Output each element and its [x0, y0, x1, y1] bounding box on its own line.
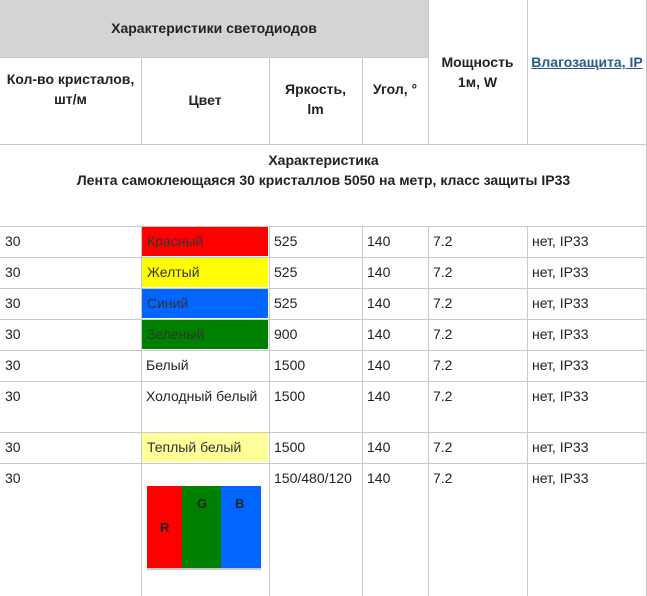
cell-ip: нет, IP33	[532, 470, 589, 486]
cell-ip: нет, IP33	[532, 357, 589, 373]
grid-hline	[0, 319, 647, 320]
cell-angle: 140	[367, 326, 391, 342]
ip-link[interactable]: Влагозащита, IP	[531, 54, 643, 70]
grid-vline	[527, 0, 528, 144]
grid-vline	[428, 0, 429, 144]
color-swatch-cell: Красный	[142, 227, 268, 256]
cell-brightness: 525	[274, 295, 298, 311]
cell-crystals: 30	[5, 388, 21, 404]
cell-angle: 140	[367, 357, 391, 373]
grid-hline	[0, 463, 647, 464]
cell-brightness: 1500	[274, 388, 306, 404]
color-swatch-cell: Зеленый	[142, 320, 268, 349]
cell-ip: нет, IP33	[532, 295, 589, 311]
caption-line-2: Лента самоклеющаяся 30 кристаллов 5050 на метр, класс защиты IP33	[76, 172, 571, 188]
header-ip[interactable]	[527, 0, 647, 144]
cell-angle: 140	[367, 470, 391, 486]
grid-hline	[0, 144, 647, 145]
cell-color: Холодный белый	[146, 388, 258, 404]
caption-line-1: Характеристика	[268, 152, 379, 168]
grid-vline	[269, 57, 270, 144]
header-brightness: Яркость, lm	[285, 81, 346, 117]
grid-vline	[428, 226, 429, 596]
grid-vline	[141, 226, 142, 596]
cell-color: Белый	[146, 357, 189, 373]
grid-vline	[362, 226, 363, 596]
grid-hline	[0, 350, 647, 351]
rgb-blue-label: B	[235, 496, 245, 511]
cell-ip: нет, IP33	[532, 264, 589, 280]
color-swatch-cell: Теплый белый	[142, 433, 268, 462]
cell-angle: 140	[367, 233, 391, 249]
grid-vline	[141, 57, 142, 144]
cell-brightness: 1500	[274, 357, 306, 373]
cell-angle: 140	[367, 264, 391, 280]
rgb-red	[147, 486, 182, 568]
cell-brightness: 900	[274, 326, 298, 342]
cell-ip: нет, IP33	[532, 326, 589, 342]
grid-hline	[0, 57, 428, 58]
header-power: Мощность 1м, W	[441, 54, 514, 90]
cell-angle: 140	[367, 439, 391, 455]
header-group-title: Характеристики светодиодов	[0, 0, 428, 57]
cell-angle: 140	[367, 295, 391, 311]
grid-hline	[0, 432, 647, 433]
cell-ip: нет, IP33	[532, 233, 589, 249]
rgb-green	[182, 486, 221, 568]
cell-crystals: 30	[5, 233, 21, 249]
cell-brightness: 1500	[274, 439, 306, 455]
cell-brightness: 525	[274, 233, 298, 249]
cell-crystals: 30	[5, 264, 21, 280]
header-color: Цвет	[188, 92, 222, 108]
cell-power: 7.2	[433, 326, 453, 342]
color-swatch-cell: Желтый	[142, 258, 268, 287]
rgb-swatch	[147, 486, 261, 570]
rgb-blue	[221, 486, 261, 568]
grid-vline	[527, 226, 528, 596]
grid-hline	[0, 381, 647, 382]
color-swatch-cell: Синий	[142, 289, 268, 318]
header-crystals: Кол-во кристалов, шт/м	[6, 71, 135, 107]
cell-power: 7.2	[433, 357, 453, 373]
grid-hline	[0, 288, 647, 289]
cell-power: 7.2	[433, 233, 453, 249]
cell-angle: 140	[367, 388, 391, 404]
rgb-red-label: R	[160, 520, 170, 535]
rgb-green-label: G	[197, 496, 208, 511]
grid-hline	[0, 257, 647, 258]
cell-crystals: 30	[5, 326, 21, 342]
cell-power: 7.2	[433, 439, 453, 455]
cell-ip: нет, IP33	[532, 439, 589, 455]
grid-vline	[269, 226, 270, 596]
table-caption	[0, 144, 647, 226]
cell-crystals: 30	[5, 295, 21, 311]
header-angle: Угол, °	[372, 81, 418, 97]
cell-power: 7.2	[433, 388, 453, 404]
cell-brightness: 525	[274, 264, 298, 280]
cell-brightness: 150/480/120	[274, 470, 352, 486]
cell-crystals: 30	[5, 439, 21, 455]
cell-power: 7.2	[433, 295, 453, 311]
grid-hline	[0, 226, 647, 227]
cell-crystals: 30	[5, 357, 21, 373]
cell-crystals: 30	[5, 470, 21, 486]
grid-vline	[362, 57, 363, 144]
cell-power: 7.2	[433, 264, 453, 280]
cell-power: 7.2	[433, 470, 453, 486]
cell-ip: нет, IP33	[532, 388, 589, 404]
